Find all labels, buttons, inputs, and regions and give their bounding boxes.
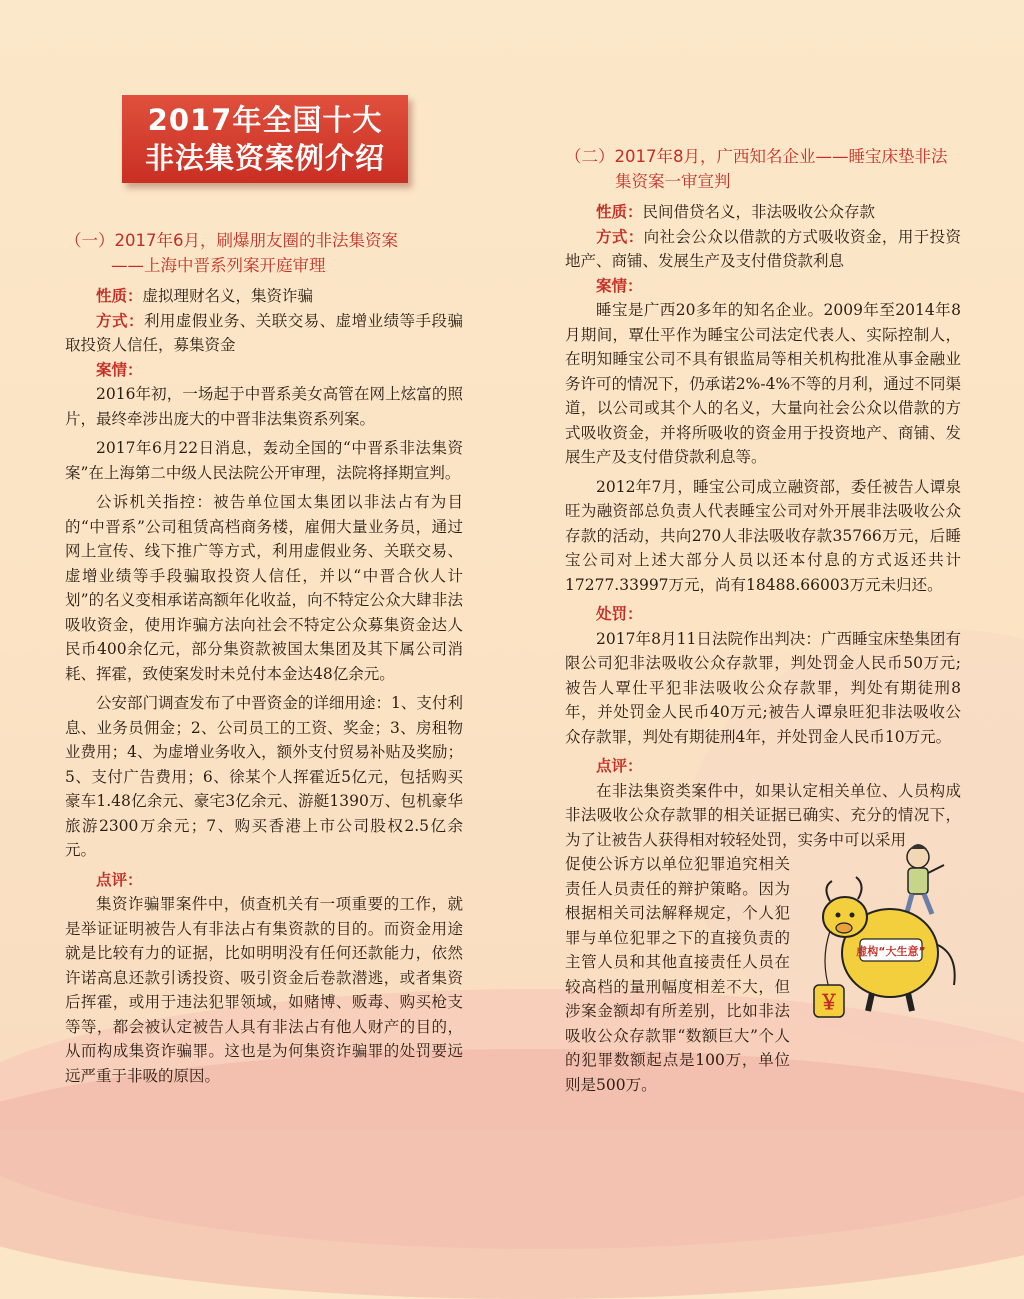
coin-text: ￥	[819, 990, 839, 1014]
case-1-fact-paragraph: 公安部门调查发布了中晋资金的详细用途：1、支付利息、业务员佣金；2、公司员工的工资、奖金；3、房租物业费用；4、为虚增业务收入，额外支付贸易补贴及奖励；5、支付广告费用；6、徐某个人挥霍近5亿元，包括购买豪车1.48亿余元、豪宅3亿余元、游艇1390万、包机豪华旅游2300万余元；7、购买香港上市公司股权2.5亿余元。	[65, 694, 463, 859]
comment-label: 点评：	[596, 757, 643, 775]
method-label: 方式：	[596, 227, 644, 246]
method-text: 利用虚假业务、关联交易、虚增业绩等手段骗取投资人信任，募集资金	[65, 311, 463, 354]
man-figure	[906, 844, 944, 916]
case-1-fact-paragraph: 2017年6月22日消息，轰动全国的“中晋系非法集资案”在上海第二中级人民法院公开审理，法院将择期宣判。	[65, 439, 463, 482]
comment-label: 点评：	[96, 870, 143, 889]
nature-label: 性质：	[96, 287, 143, 305]
case-2-penalty: 2017年8月11日法院作出判决：广西睡宝床垫集团有限公司犯非法吸收公众存款罪，判处罚金人民币50万元;被告人覃仕平犯非法吸收公众存款罪，判处有期徒刑8年，并处罚金人民币40万元;被告人谭泉旺犯非法吸收公众存款罪，判处有期徒刑4年，并处罚金人民币10万元。	[565, 629, 961, 746]
title-line-2: 非法集资案例介绍	[144, 141, 385, 175]
case-2-fact-paragraph: 2012年7月，睡宝公司成立融资部，委任被告人谭泉旺为融资部总负责人代表睡宝公司对外开展非法吸收公众存款的活动，共向270人非法吸收存款35766万元，后睡宝公司对上述大部分人员以还本付息的方式返还共计17277.33997万元，尚有18488.66003万元未归还。	[565, 477, 961, 594]
case-1-heading	[65, 228, 463, 278]
facts-label: 案情：	[96, 360, 143, 379]
case-2-heading	[565, 144, 961, 194]
case-2-nature	[565, 200, 961, 225]
facts-label: 案情：	[596, 276, 643, 295]
coin-icon	[814, 931, 844, 1017]
case-1-method	[65, 309, 463, 358]
case-1-heading-line-2: ——上海中晋系列案开庭审理	[111, 256, 326, 275]
case-1-fact-paragraph: 2016年初，一场起于中晋系美女高管在网上炫富的照片，最终牵涉出庞大的中晋非法集资系列案。	[65, 385, 463, 428]
nature-text: 虚拟理财名义，集资诈骗	[142, 287, 314, 305]
case-2-method	[565, 225, 961, 274]
case-2-comment-wide: 在非法集资类案件中，如果认定相关单位、人员构成非法吸收公众存款罪的相关证据已确实、充分的情况下，为了让被告人获得相对较轻处罚，实务中可以采用	[565, 781, 961, 849]
case-2-heading-line-1: （二）2017年8月，广西知名企业——睡宝床垫非法	[565, 147, 948, 166]
cartoon-sign	[856, 939, 925, 961]
cartoon-illustration	[800, 835, 965, 1025]
case-2-comment-narrow: 促使公诉方以单位犯罪追究相关责任人员责任的辩护策略。因为根据相关司法解释规定，个人犯罪与单位犯罪之下的直接负责的主管人员和其他直接责任人员在较高档的量刑幅度相差不大，但涉案金额却有所差别，比如非法吸收公众存款罪“数额巨大”个人的犯罪数额起点是100万，单位则是500万。	[565, 855, 790, 1094]
case-1-column	[65, 228, 463, 1093]
nature-label: 性质：	[596, 203, 643, 221]
nature-text: 民间借贷名义，非法吸收公众存款	[642, 203, 876, 221]
page-title	[122, 95, 408, 183]
case-1-comment: 集资诈骗罪案件中，侦查机关有一项重要的工作，就是举证证明被告人有非法占有集资款的目的。而资金用途就是比较有力的证据，比如明明没有任何还款能力，依然许诺高息还款引诱投资、吸引资金后卷款潜逃，或者集资后挥霍，或用于违法犯罪领域，如赌博、贩毒、购买枪支等等，都会被认定被告人具有非法占有他人财产的目的，从而构成集资诈骗罪。这也是为何集资诈骗罪的处罚要远远严重于非吸的原因。	[65, 895, 463, 1085]
case-1-nature	[65, 284, 463, 309]
penalty-label: 处罚：	[596, 605, 643, 623]
method-label: 方式：	[96, 311, 144, 330]
case-2-fact-paragraph: 睡宝是广西20多年的知名企业。2009年至2014年8月期间，覃仕平作为睡宝公司法定代表人、实际控制人，在明知睡宝公司不具有银监局等相关机构批准从事金融业务许可的情况下，仍承诺2%-4%不等的月利，通过不同渠道，以公司或其个人的名义，大量向社会公众以借款的方式吸收资金，并将所吸收的资金用于投资地产、商铺、发展生产及支付借贷款利息等。	[565, 301, 961, 466]
title-line-1: 2017年全国十大	[147, 103, 383, 137]
case-1-fact-paragraph: 公诉机关指控：被告单位国太集团以非法占有为目的“中晋系”公司租赁高档商务楼，雇佣大量业务员，通过网上宣传、线下推广等方式，利用虚假业务、关联交易、虚增业绩等手段骗取投资人信任，并以“中晋合伙人计划”的名义变相承诺高额年化收益，向不特定公众大肆非法吸收资金，使用诈骗方法向社会不特定公众募集资金达人民币400余亿元，部分集资款被国太集团及其下属公司消耗、挥霍，致使案发时未兑付本金达48亿余元。	[65, 493, 463, 683]
sign-text: 虚构“大生意”	[856, 945, 926, 958]
case-2-heading-line-2: 集资案一审宣判	[615, 172, 731, 191]
method-text: 向社会公众以借款的方式吸收资金，用于投资地产、商铺、发展生产及支付借贷款利息	[565, 227, 961, 270]
case-1-heading-line-1: （一）2017年6月，刷爆朋友圈的非法集资案	[65, 231, 398, 250]
